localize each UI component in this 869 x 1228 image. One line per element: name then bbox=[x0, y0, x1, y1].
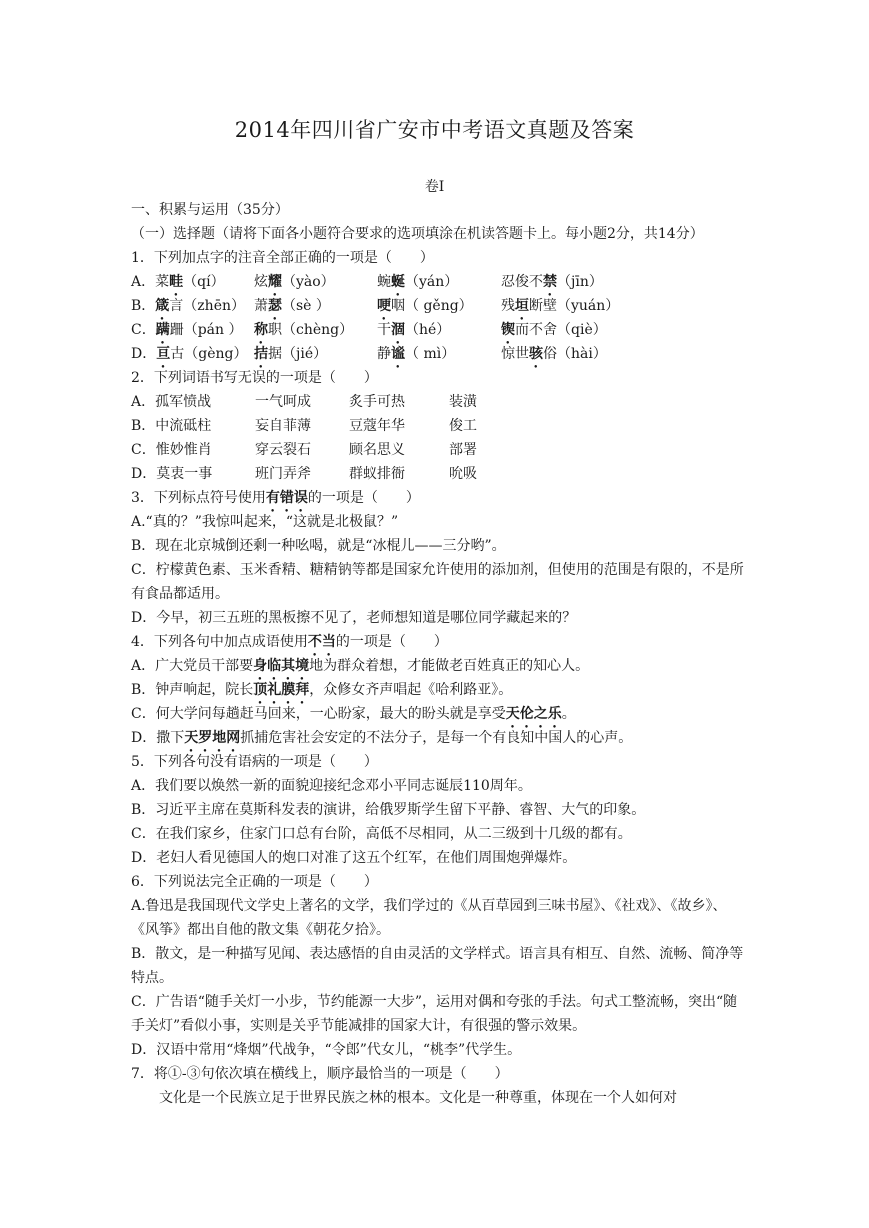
subsection-instruction: （一）选择题（请将下面各小题符合要求的选项填涂在机读答题卡上。每小题2分，共14分） bbox=[131, 226, 704, 242]
document-body bbox=[131, 198, 745, 1110]
question-7-passage: 文化是一个民族立足于世界民族之林的根本。文化是一种尊重，体现在一个人如何对 bbox=[159, 1090, 677, 1106]
question-4-option-b: B．钟声响起，院长顶礼膜拜，众修女齐声唱起《哈利路亚》。 bbox=[131, 682, 513, 698]
question-3-stem: 3．下列标点符号使用有错误的一项是（ ） bbox=[131, 490, 420, 506]
option-item: 称职（chèng） bbox=[254, 322, 354, 338]
option-item: 哽咽（ gěng） bbox=[377, 298, 473, 314]
question-6-option-b: B．散文，是一种描写见闻、表达感悟的自由灵活的文学样式。语言具有相互、自然、流畅、简净等特点。 bbox=[131, 946, 744, 986]
question-4-option-a: A．广大党员干部要身临其境地为群众着想，才能做老百姓真正的知心人。 bbox=[131, 658, 590, 674]
question-2-option-c: C．惟妙惟肖 穿云裂石 顾名思义 部署 bbox=[131, 442, 477, 458]
question-5-option-c: C．在我们家乡，住家门口总有台阶，高低不尽相同，从二三级到十几级的都有。 bbox=[131, 826, 632, 842]
option-item: 干涸（hé） bbox=[377, 322, 451, 338]
option-item: B．箴言（zhēn） bbox=[131, 298, 245, 314]
question-3-option-d: D．今早，初三五班的黑板擦不见了，老师想知道是哪位同学藏起来的？ bbox=[131, 610, 577, 626]
option-item: 蜿蜒（yán） bbox=[377, 274, 459, 290]
question-6-option-c: C．广告语“随手关灯一小步，节约能源一大步”，运用对偶和夸张的手法。句式工整流畅，突出“随手关灯”看似小事，实则是关乎节能减排的国家大计，有很强的警示效果。 bbox=[131, 994, 738, 1034]
question-5-stem: 5．下列各句没有语病的一项是（ ） bbox=[131, 754, 378, 770]
question-4-stem: 4．下列各句中加点成语使用不当的一项是（ ） bbox=[131, 634, 448, 650]
section-heading: 一、积累与运用（35分） bbox=[131, 202, 289, 218]
question-3-option-b: B．现在北京城倒还剩一种吆喝，就是“冰棍儿——三分哟”。 bbox=[131, 538, 506, 554]
question-2-option-a: A．孤军愤战 一气呵成 炙手可热 装潢 bbox=[131, 394, 477, 410]
question-3-option-a: A.“真的？”我惊叫起来，“这就是北极鼠？” bbox=[131, 514, 399, 530]
question-1-option-d bbox=[131, 342, 745, 366]
question-6-option-d: D．汉语中常用“烽烟”代战争，“令郎”代女儿，“桃李”代学生。 bbox=[131, 1042, 522, 1058]
question-5-option-d: D．老妇人看见德国人的炮口对准了这五个红军，在他们周围炮弹爆炸。 bbox=[131, 850, 577, 866]
question-4-option-d: D．撒下天罗地网抓捕危害社会安定的不法分子，是每一个有良知中国人的心声。 bbox=[131, 730, 633, 746]
question-7-stem: 7．将①-③句依次填在横线上，顺序最恰当的一项是（ ） bbox=[131, 1066, 509, 1082]
question-3-option-c: C．柠檬黄色素、玉米香精、糖精钠等都是国家允许使用的添加剂，但使用的范围是有限的，不是所有食品都适用。 bbox=[131, 562, 744, 602]
question-1-option-a bbox=[131, 270, 745, 294]
question-6-stem: 6．下列说法完全正确的一项是（ ） bbox=[131, 874, 378, 890]
question-2-option-d: D．莫衷一事 班门弄斧 群蚁排衙 吮吸 bbox=[131, 466, 477, 482]
option-item: 拮据（jié） bbox=[254, 346, 328, 362]
question-1-option-c bbox=[131, 318, 745, 342]
question-2-stem: 2．下列词语书写无误的一项是（ ） bbox=[131, 370, 378, 386]
option-item: A．菜畦（qí） bbox=[131, 274, 225, 290]
document-title: 2014年四川省广安市中考语文真题及答案 bbox=[234, 118, 635, 142]
option-item: 惊世骇俗（hài） bbox=[501, 346, 607, 362]
option-item: 残垣断壁（yuán） bbox=[501, 298, 620, 314]
volume-heading: 卷Ⅰ bbox=[424, 179, 445, 195]
option-item: 锲而不舍（qiè） bbox=[501, 322, 607, 338]
question-1-stem: 1．下列加点字的注音全部正确的一项是（ ） bbox=[131, 250, 434, 266]
option-item: D．亘古（gèng） bbox=[131, 346, 248, 362]
question-6-option-a: A.鲁迅是我国现代文学史上著名的文学，我们学过的《从百草园到三味书屋》、《社戏》、《故乡》、《风筝》都出自他的散文集《朝花夕拾》。 bbox=[131, 898, 727, 938]
option-item: 静谧（ mì） bbox=[377, 346, 456, 362]
option-item: 炫耀（yào） bbox=[254, 274, 335, 290]
option-item: 忍俊不禁（jīn） bbox=[501, 274, 603, 290]
question-5-option-a: A．我们要以焕然一新的面貌迎接纪念邓小平同志诞辰110周年。 bbox=[131, 778, 532, 794]
option-item: C．蹒跚（pán ） bbox=[131, 322, 243, 338]
question-2-option-b: B．中流砥柱 妄自菲薄 豆蔻年华 俊工 bbox=[131, 418, 477, 434]
question-4-option-c: C．何大学问每趟赶马回来，一心盼家，最大的盼头就是享受天伦之乐。 bbox=[131, 706, 576, 722]
question-1-option-b bbox=[131, 294, 745, 318]
question-5-option-b: B．习近平主席在莫斯科发表的演讲，给俄罗斯学生留下平静、睿智、大气的印象。 bbox=[131, 802, 646, 818]
option-item: 萧瑟（sè ） bbox=[254, 298, 330, 314]
